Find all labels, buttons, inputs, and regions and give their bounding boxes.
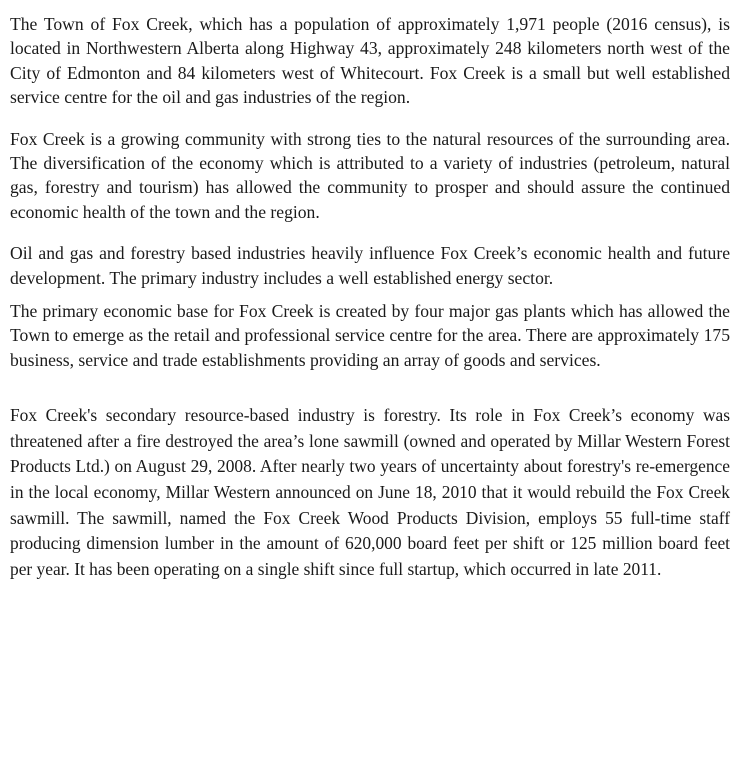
paragraph-community-economy: Fox Creek is a growing community with strong ties to the natural resources of the surrounding area. The diversification of the economy which is attributed to a variety of industries (petroleum, natural gas, forestry and tourism) has allowed the community to prosper and should assure the continued economic health of the town and the region. (10, 128, 730, 222)
document-page (10, 12, 730, 582)
paragraph-primary-economic-base: The primary economic base for Fox Creek is created by four major gas plants which has allowed the Town to emerge as the retail and professional service centre for the area. There are approximately 175 business, service and trade establishments providing an array of goods and services. (10, 301, 730, 370)
paragraph-population-location: The Town of Fox Creek, which has a population of approximately 1,971 people (2016 census), is located in Northwestern Alberta along Highway 43, approximately 248 kilometers north west of the City of Edmonton and 84 kilometers west of Whitecourt. Fox Creek is a small but well established service centre for the oil and gas industries of the region. (10, 14, 730, 108)
paragraph-forestry-sawmill: Fox Creek's secondary resource-based industry is forestry. Its role in Fox Creek’s economy was threatened after a fire destroyed the area’s lone sawmill (owned and operated by Millar Western Forest Products Ltd.) on August 29, 2008. After nearly two years of uncertainty about forestry's re-emergence in the local economy, Millar Western announced on June 18, 2010 that it would rebuild the Fox Creek sawmill. The sawmill, named the Fox Creek Wood Products Division, employs 55 full-time staff producing dimension lumber in the amount of 620,000 board feet per shift or 125 million board feet per year. It has been operating on a single shift since full startup, which occurred in late 2011. (10, 405, 730, 579)
paragraph-industry-influence: Oil and gas and forestry based industries heavily influence Fox Creek’s economic health and future development. The primary industry includes a well established energy sector. (10, 243, 730, 288)
